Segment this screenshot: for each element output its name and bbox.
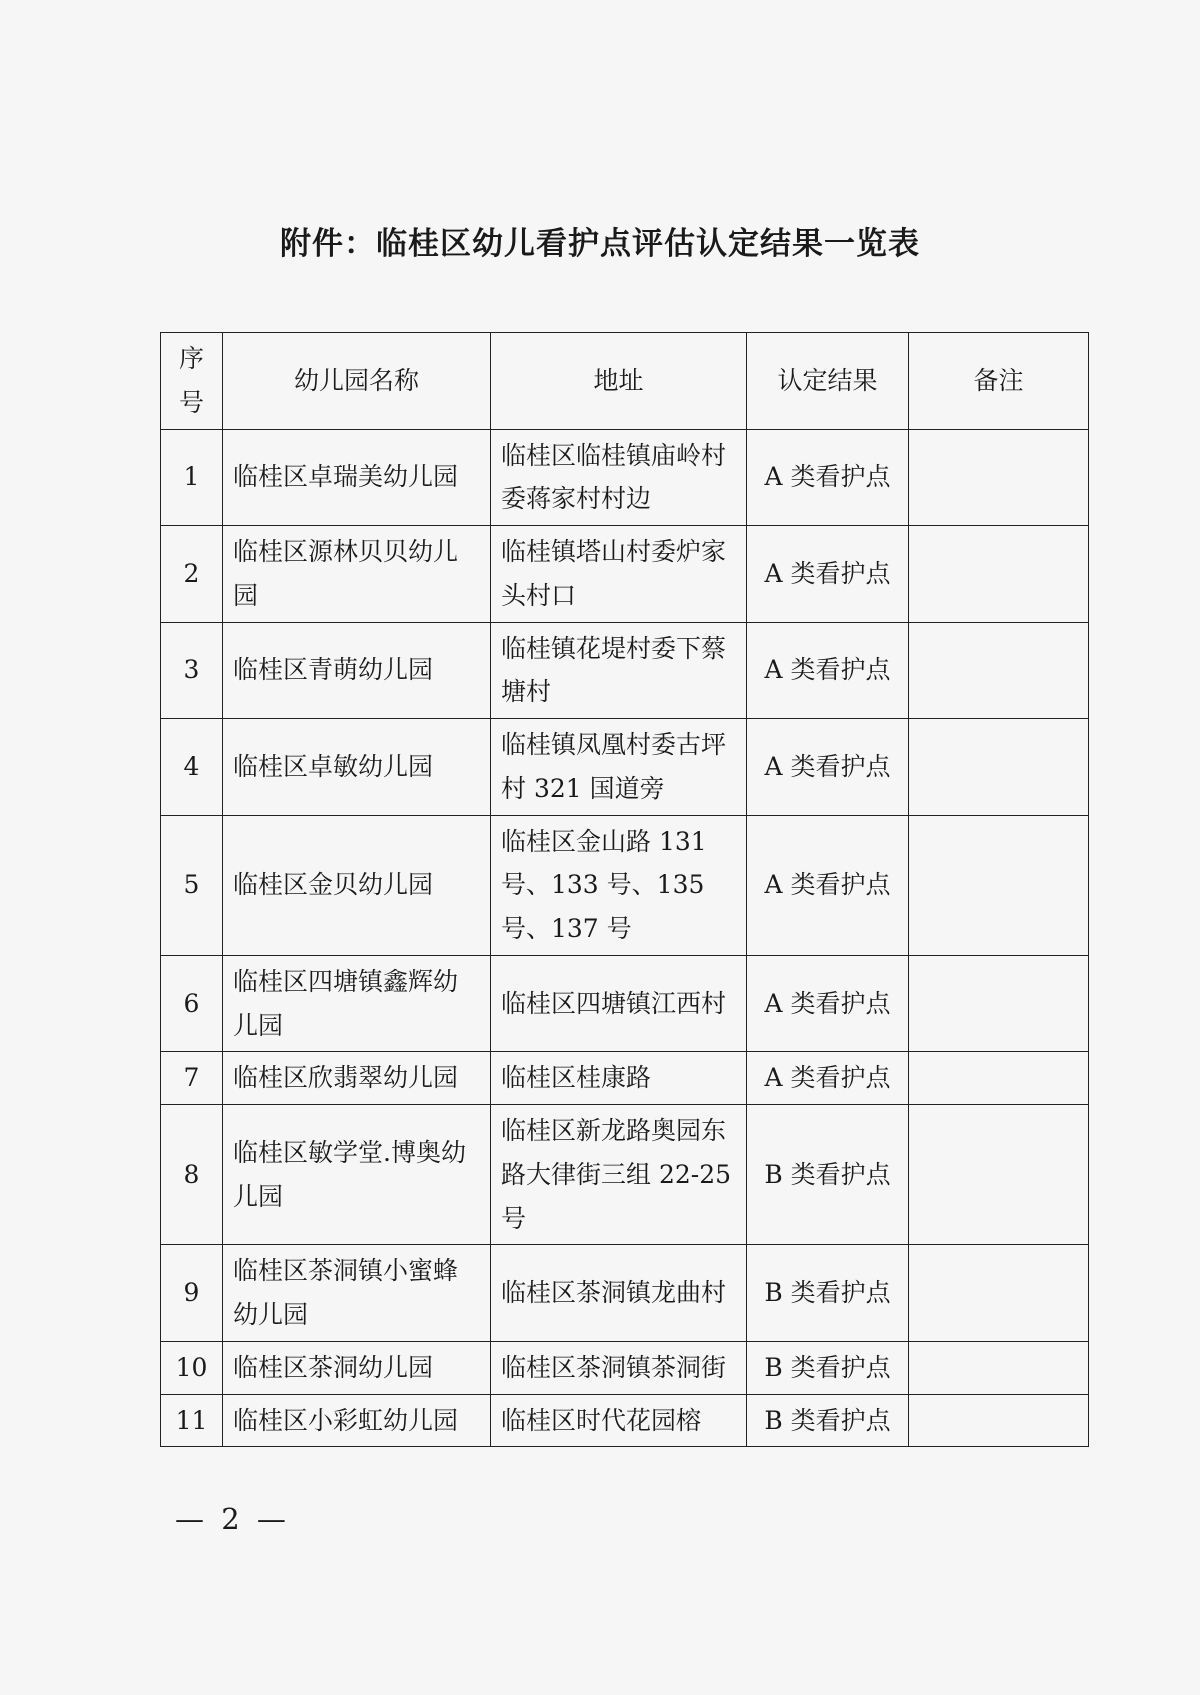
header-num bbox=[161, 333, 223, 430]
table-row bbox=[161, 1394, 1089, 1447]
row-kindergarten-name: 临桂区茶洞幼儿园 bbox=[223, 1341, 491, 1394]
table-row bbox=[161, 1341, 1089, 1394]
row-note bbox=[909, 719, 1089, 816]
row-note bbox=[909, 526, 1089, 623]
row-num: 7 bbox=[161, 1052, 223, 1105]
table-row bbox=[161, 719, 1089, 816]
table-row bbox=[161, 1052, 1089, 1105]
row-kindergarten-name: 临桂区茶洞镇小蜜蜂幼儿园 bbox=[223, 1245, 491, 1342]
row-num: 1 bbox=[161, 429, 223, 526]
row-address: 临桂镇凤凰村委古坪村 321 国道旁 bbox=[491, 719, 747, 816]
row-num: 11 bbox=[161, 1394, 223, 1447]
row-num: 6 bbox=[161, 955, 223, 1052]
table-row bbox=[161, 1245, 1089, 1342]
row-num: 9 bbox=[161, 1245, 223, 1342]
row-note bbox=[909, 429, 1089, 526]
table-row bbox=[161, 622, 1089, 719]
row-address: 临桂区桂康路 bbox=[491, 1052, 747, 1105]
row-kindergarten-name: 临桂区卓瑞美幼儿园 bbox=[223, 429, 491, 526]
table-body bbox=[161, 429, 1089, 1447]
row-kindergarten-name: 临桂区卓敏幼儿园 bbox=[223, 719, 491, 816]
row-num: 8 bbox=[161, 1105, 223, 1245]
row-num: 4 bbox=[161, 719, 223, 816]
page-number: — 2 — bbox=[175, 1502, 290, 1536]
row-address: 临桂镇塔山村委炉家头村口 bbox=[491, 526, 747, 623]
row-note bbox=[909, 955, 1089, 1052]
row-address: 临桂区茶洞镇茶洞街 bbox=[491, 1341, 747, 1394]
row-result: B 类看护点 bbox=[747, 1105, 909, 1245]
row-result: B 类看护点 bbox=[747, 1394, 909, 1447]
header-address: 地址 bbox=[491, 333, 747, 430]
row-note bbox=[909, 1341, 1089, 1394]
row-result: A 类看护点 bbox=[747, 429, 909, 526]
row-num: 5 bbox=[161, 815, 223, 955]
row-address: 临桂区四塘镇江西村 bbox=[491, 955, 747, 1052]
row-num: 2 bbox=[161, 526, 223, 623]
row-result: A 类看护点 bbox=[747, 955, 909, 1052]
row-address: 临桂区金山路 131 号、133 号、135 号、137 号 bbox=[491, 815, 747, 955]
table-row bbox=[161, 1105, 1089, 1245]
row-kindergarten-name: 临桂区金贝幼儿园 bbox=[223, 815, 491, 955]
header-name: 幼儿园名称 bbox=[223, 333, 491, 430]
row-kindergarten-name: 临桂区欣翡翠幼儿园 bbox=[223, 1052, 491, 1105]
row-kindergarten-name: 临桂区敏学堂.博奥幼儿园 bbox=[223, 1105, 491, 1245]
header-note: 备注 bbox=[909, 333, 1089, 430]
row-note bbox=[909, 1394, 1089, 1447]
row-address: 临桂区时代花园榕 bbox=[491, 1394, 747, 1447]
row-result: A 类看护点 bbox=[747, 526, 909, 623]
table-row bbox=[161, 955, 1089, 1052]
row-note bbox=[909, 1245, 1089, 1342]
table-row bbox=[161, 429, 1089, 526]
row-address: 临桂区茶洞镇龙曲村 bbox=[491, 1245, 747, 1342]
row-result: A 类看护点 bbox=[747, 1052, 909, 1105]
row-kindergarten-name: 临桂区小彩虹幼儿园 bbox=[223, 1394, 491, 1447]
row-result: B 类看护点 bbox=[747, 1341, 909, 1394]
row-num: 3 bbox=[161, 622, 223, 719]
table-row bbox=[161, 815, 1089, 955]
table-header-row bbox=[161, 333, 1089, 430]
result-table bbox=[160, 332, 1089, 1447]
header-num-line2: 号 bbox=[178, 387, 204, 417]
row-kindergarten-name: 临桂区青萌幼儿园 bbox=[223, 622, 491, 719]
row-note bbox=[909, 1052, 1089, 1105]
row-note bbox=[909, 622, 1089, 719]
row-kindergarten-name: 临桂区源林贝贝幼儿园 bbox=[223, 526, 491, 623]
row-result: A 类看护点 bbox=[747, 815, 909, 955]
row-note bbox=[909, 1105, 1089, 1245]
header-num-line1: 序 bbox=[178, 344, 204, 373]
row-result: A 类看护点 bbox=[747, 622, 909, 719]
header-result: 认定结果 bbox=[747, 333, 909, 430]
table-row bbox=[161, 526, 1089, 623]
row-kindergarten-name: 临桂区四塘镇鑫辉幼儿园 bbox=[223, 955, 491, 1052]
row-address: 临桂区新龙路奥园东路大律街三组 22-25 号 bbox=[491, 1105, 747, 1245]
row-note bbox=[909, 815, 1089, 955]
row-result: A 类看护点 bbox=[747, 719, 909, 816]
row-address: 临桂镇花堤村委下蔡塘村 bbox=[491, 622, 747, 719]
row-result: B 类看护点 bbox=[747, 1245, 909, 1342]
row-num: 10 bbox=[161, 1341, 223, 1394]
row-address: 临桂区临桂镇庙岭村委蒋家村村边 bbox=[491, 429, 747, 526]
page-title: 附件：临桂区幼儿看护点评估认定结果一览表 bbox=[280, 226, 920, 262]
